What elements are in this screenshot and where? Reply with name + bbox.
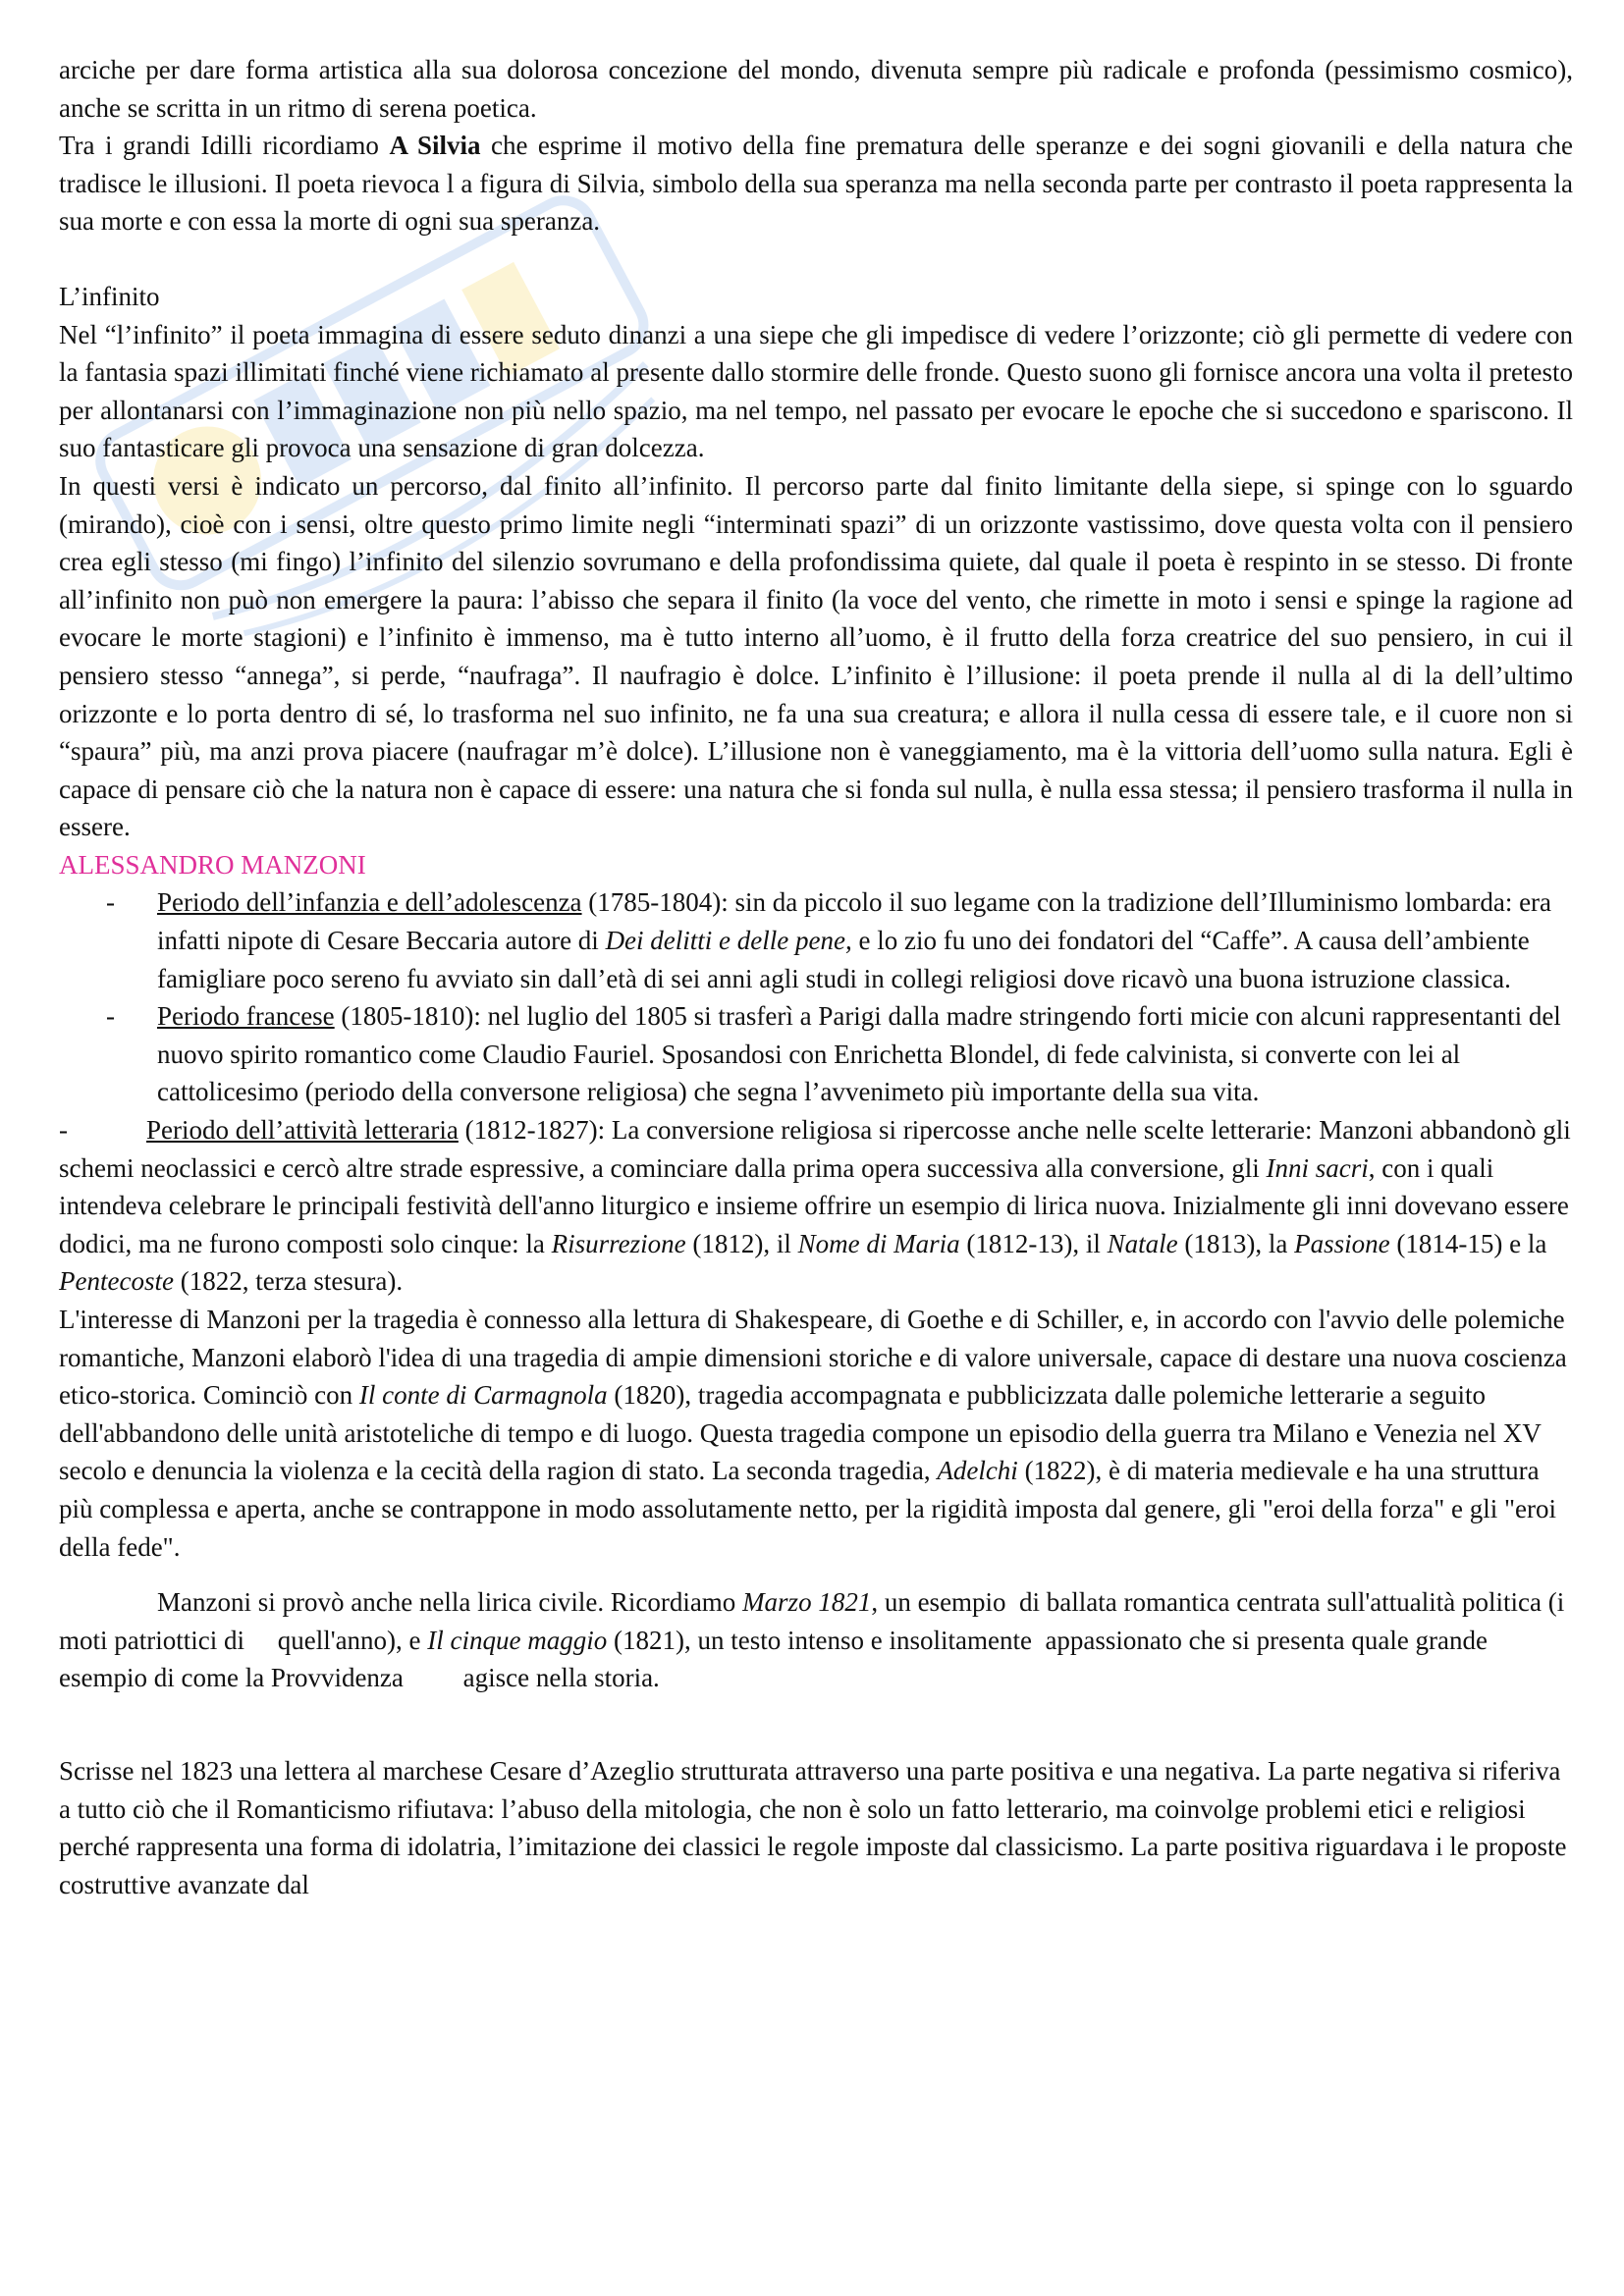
period-title-infanzia: Periodo dell’infanzia e dell’adolescenza: [157, 887, 582, 918]
text-run: (1813), la: [1177, 1228, 1295, 1258]
work-title: Pentecoste: [59, 1266, 174, 1297]
paragraph-lirica-civile: [59, 1583, 1573, 1697]
work-title: Adelchi: [937, 1456, 1018, 1486]
text-run: (1822), è di materia medievale e ha una struttura più complessa e aperta, anche se contrappone in modo assolutamente netto, per la rigidità imposta dal genere, gli "eroi della forza" e gli "eroi della fede".: [59, 1456, 1557, 1562]
paragraph-tragedie: [59, 1301, 1573, 1566]
text-run: (1812-1827): La conversione religiosa si ripercosse anche nelle scelte letterarie: Manzoni abbandonò gli schemi neoclassici e cercò altre strade espressive, a cominciare dalla prima opera successiva alla conversione, gli: [59, 1115, 1571, 1183]
text-run: (1821), un testo intenso e insolitamente appassionato che si presenta quale grande esempio di come la Provvidenza agisce nella storia.: [59, 1625, 1494, 1693]
list-dash: -: [106, 887, 115, 918]
text-run: Tra i grandi Idilli ricordiamo: [59, 131, 390, 161]
title-a-silvia: A Silvia: [389, 131, 481, 161]
list-dash: -: [106, 1001, 115, 1032]
paragraph-infinito-2: In questi versi è indicato un percorso, dal finito all’infinito. Il percorso parte dal finito limitante della siepe, si spinge con lo sguardo (mirando), cioè con i sensi, oltre questo primo limite negli “interminati spazi” di un orizzonte vastissimo, dove questa volta con il pensiero crea egli stesso (mi fingo) l’infinito del silenzio sovrumano e della profondissima quiete, dal quale il poeta è respinto in se stesso. Di fronte all’infinito non può non emergere la paura: l’abisso che separa il finito (la voce del vento, che rimette in moto i sensi e spinge la ragione ad evocare le morte stagioni) e l’infinito è immenso, ma è tutto interno all’uomo, è il frutto della forza creatrice del suo pensiero, in cui il pensiero stesso “annega”, si perde, “naufraga”. Il naufragio è dolce. L’infinito è l’illusione: il poeta prende il nulla al di la dell’ultimo orizzonte e lo porta dentro di sé, lo trasforma nel suo infinito, ne fa una sua creatura; e allora il nulla cessa di essere tale, e il cuore non si “spaura” più, ma anzi prova piacere (naufragar m’è dolce). L’illusione non è vaneggiamento, ma è la vittoria dell’uomo sulla natura. Egli è capace di pensare ciò che la natura non è capace di essere: una natura che si fonda sul nulla, è nulla essa stessa; il pensiero trasforma il nulla in essere.: [59, 470, 1573, 842]
text-run: Manzoni si provò anche nella lirica civile. Ricordiamo: [157, 1587, 743, 1618]
work-title: Nome di Maria: [797, 1228, 960, 1258]
work-title: Dei delitti e delle pene,: [605, 926, 852, 956]
section-title-infinito: L’infinito: [59, 281, 160, 311]
text-run: (1812), il: [685, 1228, 798, 1258]
text-run: (1814-15) e la: [1389, 1228, 1547, 1258]
text-run: e lo zio fu uno dei fondatori del “Caffe”. A causa dell’ambiente famigliare poco sereno fu avviato sin dall’età di sei anni agli studi in collegi religiosi dove ricavò una buona istruzione classica.: [157, 926, 1530, 993]
section-heading-manzoni: ALESSANDRO MANZONI: [59, 849, 366, 880]
work-title: Marzo 1821: [742, 1587, 872, 1618]
list-item-letteraria: [59, 1111, 1573, 1301]
paragraph-leopardi-intro: arciche per dare forma artistica alla sua dolorosa concezione del mondo, divenuta sempre più radicale e profonda (pessimismo cosmico), anche se scritta in un ritmo di serena poetica.: [59, 55, 1573, 123]
list-item-infanzia: [59, 883, 1573, 997]
period-title-letteraria: Periodo dell’attività letteraria: [146, 1115, 459, 1146]
paragraph-lettera-azeglio: Scrisse nel 1823 una lettera al marchese Cesare d’Azeglio strutturata attraverso una parte positiva e una negativa. La parte negativa si riferiva a tutto ciò che il Romanticismo rifiutava: l’abuso della mitologia, che non è solo un fatto letterario, ma coinvolge problemi etici e religiosi perché rappresenta una forma di idolatria, l’imitazione dei classici le regole imposte dal classicismo. La parte positiva riguardava i le proposte costruttive avanzate dal: [59, 1755, 1567, 1899]
paragraph-a-silvia: [59, 127, 1573, 240]
text-run: (1812-13), il: [959, 1228, 1108, 1258]
text-run: , un esempio di ballata romantica centrata sull'attualità politica (i moti patriottici di quell'anno), e: [59, 1587, 1571, 1655]
work-title: Risurrezione: [551, 1228, 686, 1258]
paragraph-infinito-1: Nel “l’infinito” il poeta immagina di essere seduto dinanzi a una siepe che gli impedisce di vedere l’orizzonte; ciò gli permette di vedere con la fantasia spazi illimitati finché viene richiamato al presente dallo stormire delle fronde. Questo suono gli fornisce ancora una volta il pretesto per allontanarsi con l’immaginazione non più nello spazio, ma nel tempo, nel passato per evocare le epoche che si succedono e spariscono. Il suo fantasticare gli provoca una sensazione di gran dolcezza.: [59, 319, 1573, 463]
text-run: (1785-1804): sin da piccolo il suo legame con la tradizione dell’Illuminismo lombarda: era infatti nipote di Cesare Beccaria autore di: [157, 887, 1552, 956]
list-dash: -: [59, 1115, 68, 1146]
text-run: L'interesse di Manzoni per la tragedia è connesso alla lettura di Shakespeare, di Goethe e di Schiller, e, in accordo con l'avvio delle polemiche romantiche, Manzoni elaborò l'idea di una tragedia di ampie dimensioni storiche e di valore universale, capace di destare una nuova coscienza etico-storica. Cominciò con: [59, 1305, 1567, 1411]
work-title: Inni sacri: [1266, 1152, 1369, 1183]
period-title-francese: Periodo francese: [157, 1001, 335, 1032]
text-run: , con i quali intendeva celebrare le principali festività dell'anno liturgico e insieme offrire un esempio di lirica nuova. Inizialmente gli inni dovevano essere dodici, ma ne furono composti solo cinque: la: [59, 1152, 1569, 1258]
text-run: (1820), tragedia accompagnata e pubblicizzata dalle polemiche letterarie a seguito dell'abbandono delle unità aristoteliche di tempo e di luogo. Questa tragedia compone un episodio della guerra tra Milano e Venezia nel XV secolo e denuncia la violenza e la cecità della ragion di stato. La seconda tragedia,: [59, 1380, 1542, 1486]
work-title: Il conte di Carmagnola: [358, 1380, 608, 1411]
work-title: Natale: [1107, 1228, 1178, 1258]
text-run: (1822, terza stesura).: [173, 1266, 404, 1297]
text-run: che esprime il motivo della fine prematura delle speranze e dei sogni giovanili e della natura che tradisce le illusioni. Il poeta rievoca l a figura di Silvia, simbolo della sua speranza ma nella seconda parte per contrasto il poeta rappresenta la sua morte e con essa la morte di ogni sua speranza.: [59, 131, 1573, 237]
list-item-francese: [59, 997, 1573, 1111]
work-title: Passione: [1294, 1228, 1390, 1258]
document-body: [59, 51, 1573, 1903]
work-title: Il cinque maggio: [427, 1625, 608, 1655]
text-run: (1805-1810): nel luglio del 1805 si trasferì a Parigi dalla madre stringendo forti micie con alcuni rappresentanti del nuovo spirito romantico come Claudio Fauriel. Sposandosi con Enrichetta Blondel, di fede calvinista, si converte con lei al cattolicesimo (periodo della conversone religiosa) che segna l’avvenimeto più importante della sua vita.: [157, 1001, 1561, 1107]
